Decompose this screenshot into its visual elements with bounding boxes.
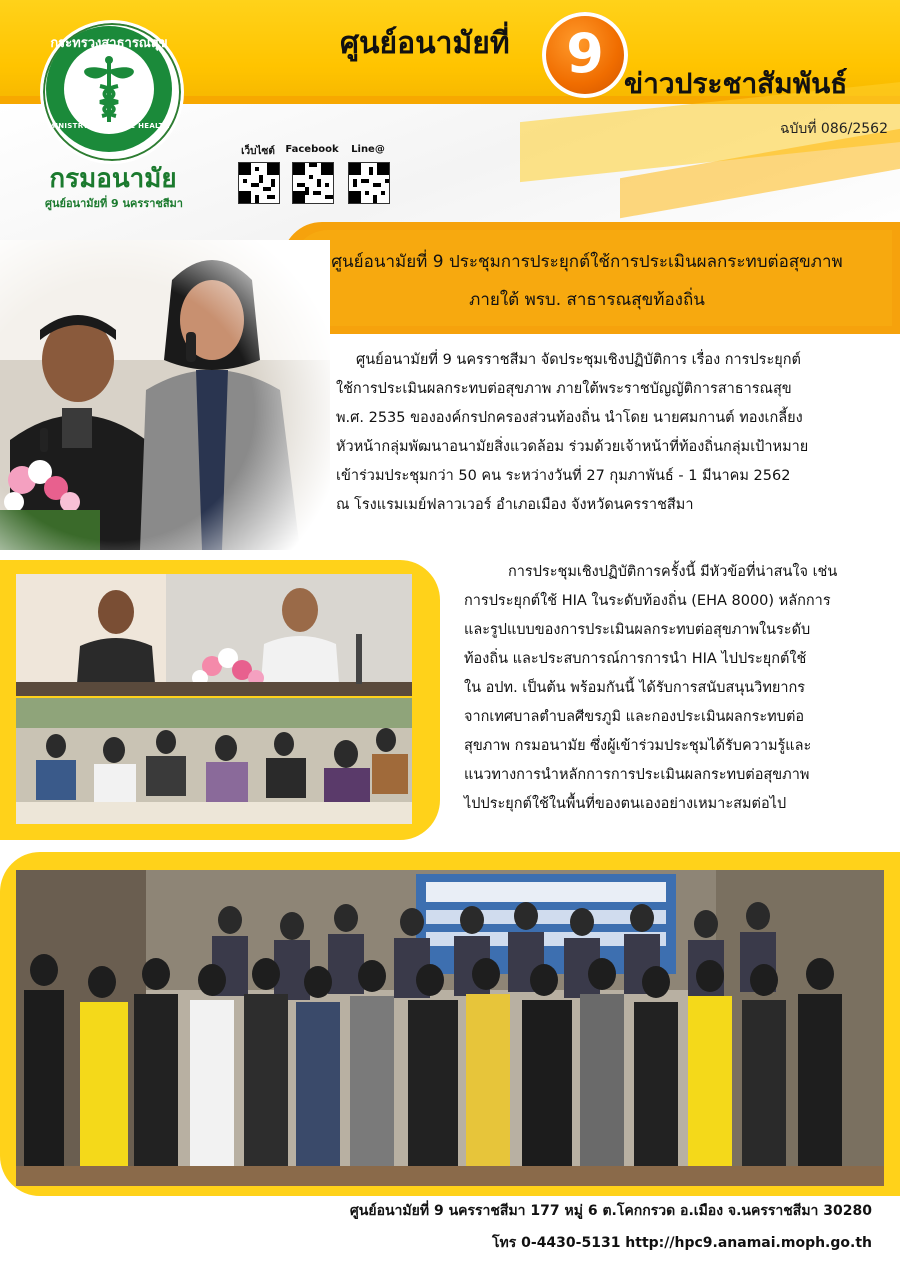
paragraph-line: ใช้การประเมินผลกระทบต่อสุขภาพ ภายใต้พระราชบัญญัติการสาธารณสุข [336,381,792,397]
qr-label-facebook: Facebook [285,144,339,155]
department-name: กรมอนามัย [49,164,177,194]
footer-contact: โทร 0-4430-5131 http://hpc9.anamai.moph.go.th [492,1235,872,1251]
center-number: 9 [566,22,604,85]
center-name: ศูนย์อนามัยที่ 9 นครราชสีมา [45,197,183,210]
headline-line-2: ภายใต้ พรบ. สาธารณสุขท้องถิ่น [469,290,705,310]
paragraph-line: สุขภาพ กรมอนามัย ซึ่งผู้เข้าร่วมประชุมได้รับความรู้และ [464,738,812,754]
center-title: ศูนย์อนามัยที่ [340,26,510,61]
paragraph-line: ศูนย์อนามัยที่ 9 นครราชสีมา จัดประชุมเชิงปฏิบัติการ เรื่อง การประยุกต์ [356,352,801,368]
issue-number: ฉบับที่ 086/2562 [779,121,888,137]
group-photo [16,870,884,1186]
qr-label-website: เว็บไซต์ [241,146,275,157]
qr-label-line: Line@ [351,144,385,155]
paragraph-line: แนวทางการนำหลักการการประเมินผลกระทบต่อสุขภาพ [464,767,810,783]
paragraph-line: ณ โรงแรมเมย์ฟลาวเวอร์ อำเภอเมือง จังหวัดนครราชสีมา [336,497,694,513]
logo-bottom-text: MINISTRY OF PUBLIC HEALTH [48,122,170,130]
panel-table-photo [16,574,412,696]
paragraph-line: ใน อปท. เป็นต้น พร้อมกันนี้ ได้รับการสนับสนุนวิทยากร [464,680,806,696]
participants-photo [16,698,412,824]
qr-code-icon[interactable] [238,162,280,204]
pr-title: ข่าวประชาสัมพันธ์ [624,67,848,100]
logo-top-text: กระทรวงสาธารณสุข [50,36,168,51]
paragraph-line: การประชุมเชิงปฏิบัติการครั้งนี้ มีหัวข้อที่น่าสนใจ เช่น [508,564,838,580]
paragraph-line: การประยุกต์ใช้ HIA ในระดับท้องถิ่น (EHA 8000) หลักการ [464,593,831,609]
article-paragraph-1 [336,346,881,520]
paragraph-line: ไปประยุกต์ใช้ในพื้นที่ของตนเองอย่างเหมาะสมต่อไป [464,796,787,812]
qr-code-icon[interactable] [348,162,390,204]
paragraph-line: และรูปแบบของการประเมินผลกระทบต่อสุขภาพในระดับ [464,622,811,638]
paragraph-line: หัวหน้ากลุ่มพัฒนาอนามัยสิ่งแวดล้อม ร่วมด้วยเจ้าหน้าที่ท้องถิ่นกลุ่มเป้าหมาย [336,439,809,455]
article-paragraph-2 [464,558,884,819]
footer-address: ศูนย์อนามัยที่ 9 นครราชสีมา 177 หมู่ 6 ต.โคกกรวด อ.เมือง จ.นครราชสีมา 30280 [349,1203,872,1219]
speakers-photo [0,240,330,550]
qr-code-icon[interactable] [292,162,334,204]
paragraph-line: ท้องถิ่น และประสบการณ์การการนำ HIA ไปประยุกต์ใช้ [464,651,807,667]
headline-line-1: ศูนย์อนามัยที่ 9 ประชุมการประยุกต์ใช้การประเมินผลกระทบต่อสุขภาพ [331,252,843,272]
caduceus-icon [72,52,146,126]
paragraph-line: จากเทศบาลตำบลศีขรภูมิ และกองประเมินผลกระทบต่อ [464,709,805,725]
paragraph-line: เข้าร่วมประชุมกว่า 50 คน ระหว่างวันที่ 27 กุมภาพันธ์ - 1 มีนาคม 2562 [336,468,791,484]
paragraph-line: พ.ศ. 2535 ขององค์กรปกครองส่วนท้องถิ่น นำโดย นายศมกานต์ ทองเกลี้ยง [336,410,803,426]
